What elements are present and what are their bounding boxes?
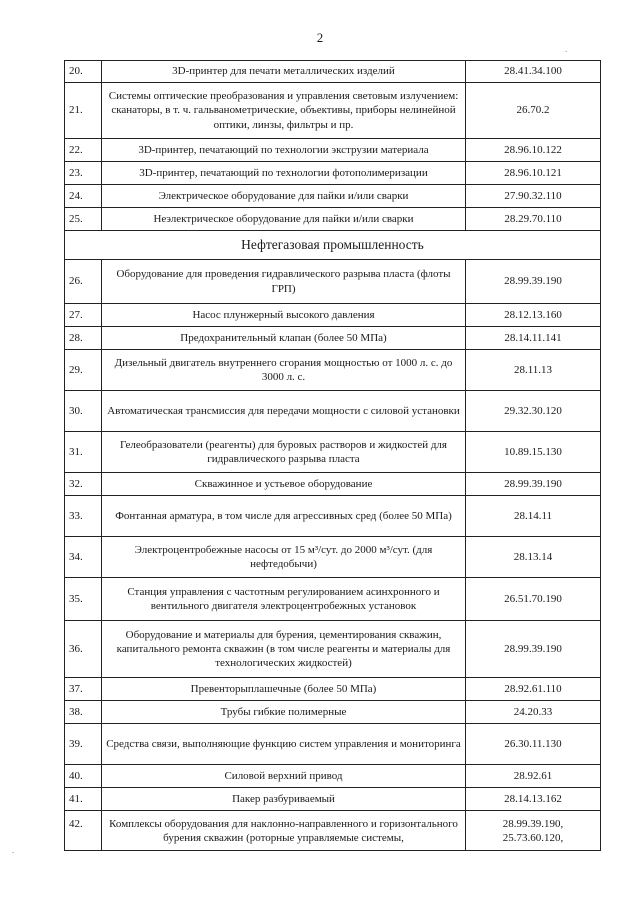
row-code: 28.14.11.141 bbox=[466, 327, 601, 350]
row-name: Фонтанная арматура, в том числе для агрессивных сред (более 50 МПа) bbox=[102, 496, 466, 537]
row-name: Насос плунжерный высокого давления bbox=[102, 304, 466, 327]
table-body-top bbox=[65, 61, 601, 231]
row-code: 26.30.11.130 bbox=[466, 724, 601, 765]
row-name: Трубы гибкие полимерные bbox=[102, 701, 466, 724]
row-name: Скважинное и устьевое оборудование bbox=[102, 473, 466, 496]
table-row bbox=[65, 701, 601, 724]
table-row bbox=[65, 139, 601, 162]
row-name: Автоматическая трансмиссия для передачи мощности с силовой установки bbox=[102, 391, 466, 432]
row-number: 40. bbox=[65, 765, 102, 788]
row-number: 39. bbox=[65, 724, 102, 765]
table-row bbox=[65, 578, 601, 621]
row-name: Предохранительный клапан (более 50 МПа) bbox=[102, 327, 466, 350]
row-number: 27. bbox=[65, 304, 102, 327]
row-number: 38. bbox=[65, 701, 102, 724]
table-row bbox=[65, 61, 601, 83]
row-code: 28.99.39.190 bbox=[466, 621, 601, 678]
row-number: 31. bbox=[65, 432, 102, 473]
row-number: 41. bbox=[65, 788, 102, 811]
table-row bbox=[65, 327, 601, 350]
table-row bbox=[65, 260, 601, 304]
section-title: Нефтегазовая промышленность bbox=[65, 231, 601, 260]
table-row bbox=[65, 350, 601, 391]
scan-speck: . bbox=[12, 845, 15, 855]
table-body-last bbox=[65, 811, 601, 851]
table-body-section bbox=[65, 260, 601, 811]
row-number: 28. bbox=[65, 327, 102, 350]
row-name: Оборудование для проведения гидравлического разрыва пласта (флоты ГРП) bbox=[102, 260, 466, 304]
table-row bbox=[65, 304, 601, 327]
row-code: 28.92.61.110 bbox=[466, 678, 601, 701]
row-name: 3D-принтер, печатающий по технологии фотополимеризации bbox=[102, 162, 466, 185]
row-number: 29. bbox=[65, 350, 102, 391]
table-row bbox=[65, 621, 601, 678]
row-name: Оборудование и материалы для бурения, цементирования скважин, капитального ремонта скважин (в том числе реагенты и материалы для технологических жидкостей) bbox=[102, 621, 466, 678]
table-row bbox=[65, 811, 601, 851]
row-code: 28.99.39.190 bbox=[466, 473, 601, 496]
table-row bbox=[65, 391, 601, 432]
row-code: 28.41.34.100 bbox=[466, 61, 601, 83]
row-code: 28.12.13.160 bbox=[466, 304, 601, 327]
table-row bbox=[65, 432, 601, 473]
row-code: 26.51.70.190 bbox=[466, 578, 601, 621]
row-name: Электроцентробежные насосы от 15 м³/сут. до 2000 м³/сут. (для нефтедобычи) bbox=[102, 537, 466, 578]
row-number: 21. bbox=[65, 83, 102, 139]
row-number: 22. bbox=[65, 139, 102, 162]
row-code: 28.14.13.162 bbox=[466, 788, 601, 811]
row-name: Системы оптические преобразования и управления световым излучением: сканаторы, в т. ч. гальванометрические, объективы, приборы нелинейной оптики, линзы, фильтры и пр. bbox=[102, 83, 466, 139]
row-name: Комплексы оборудования для наклонно-направленного и горизонтального бурения скважин (роторные управляемые системы, bbox=[102, 811, 466, 851]
row-code bbox=[466, 811, 601, 851]
row-name: Неэлектрическое оборудование для пайки и/или сварки bbox=[102, 208, 466, 231]
row-code: 28.99.39.190 bbox=[466, 260, 601, 304]
row-number: 30. bbox=[65, 391, 102, 432]
table-row bbox=[65, 496, 601, 537]
row-number: 37. bbox=[65, 678, 102, 701]
table-row bbox=[65, 162, 601, 185]
row-number: 42. bbox=[65, 811, 102, 851]
section-header-body bbox=[65, 231, 601, 260]
row-code: 27.90.32.110 bbox=[466, 185, 601, 208]
row-name: Силовой верхний привод bbox=[102, 765, 466, 788]
page-number: 2 bbox=[316, 30, 324, 45]
row-number: 33. bbox=[65, 496, 102, 537]
row-name: Средства связи, выполняющие функцию систем управления и мониторинга bbox=[102, 724, 466, 765]
row-code: 26.70.2 bbox=[466, 83, 601, 139]
row-name: Электрическое оборудование для пайки и/или сварки bbox=[102, 185, 466, 208]
row-code: 28.92.61 bbox=[466, 765, 601, 788]
scan-speck: . bbox=[565, 44, 568, 54]
table-row bbox=[65, 724, 601, 765]
table-row bbox=[65, 537, 601, 578]
row-name: Дизельный двигатель внутреннего сгорания мощностью от 1000 л. с. до 3000 л. с. bbox=[102, 350, 466, 391]
table-row bbox=[65, 185, 601, 208]
row-name: Пакер разбуриваемый bbox=[102, 788, 466, 811]
row-code: 10.89.15.130 bbox=[466, 432, 601, 473]
row-number: 20. bbox=[65, 61, 102, 83]
table-row bbox=[65, 788, 601, 811]
row-name: Превенторыплашечные (более 50 МПа) bbox=[102, 678, 466, 701]
row-number: 32. bbox=[65, 473, 102, 496]
row-name: 3D-принтер, печатающий по технологии экструзии материала bbox=[102, 139, 466, 162]
row-code: 28.11.13 bbox=[466, 350, 601, 391]
row-number: 36. bbox=[65, 621, 102, 678]
row-code: 28.96.10.121 bbox=[466, 162, 601, 185]
row-name: Гелеобразователи (реагенты) для буровых растворов и жидкостей для гидравлического разрыва пласта bbox=[102, 432, 466, 473]
row-name: 3D-принтер для печати металлических изделий bbox=[102, 61, 466, 83]
table-row bbox=[65, 83, 601, 139]
section-row bbox=[65, 231, 601, 260]
row-code: 29.32.30.120 bbox=[466, 391, 601, 432]
row-code: 28.13.14 bbox=[466, 537, 601, 578]
row-name: Станция управления с частотным регулированием асинхронного и вентильного двигателя электроцентробежных установок bbox=[102, 578, 466, 621]
table-row bbox=[65, 678, 601, 701]
row-number: 35. bbox=[65, 578, 102, 621]
row-number: 25. bbox=[65, 208, 102, 231]
row-code: 28.96.10.122 bbox=[466, 139, 601, 162]
row-code: 28.14.11 bbox=[466, 496, 601, 537]
row-number: 34. bbox=[65, 537, 102, 578]
row-code-line: 25.73.60.120, bbox=[502, 832, 564, 845]
row-number: 26. bbox=[65, 260, 102, 304]
row-number: 23. bbox=[65, 162, 102, 185]
row-code: 24.20.33 bbox=[466, 701, 601, 724]
row-number: 24. bbox=[65, 185, 102, 208]
equipment-table bbox=[64, 60, 601, 851]
row-code-line: 28.99.39.190, bbox=[502, 818, 564, 830]
table-row bbox=[65, 208, 601, 231]
table-row bbox=[65, 765, 601, 788]
row-code: 28.29.70.110 bbox=[466, 208, 601, 231]
table-row bbox=[65, 473, 601, 496]
